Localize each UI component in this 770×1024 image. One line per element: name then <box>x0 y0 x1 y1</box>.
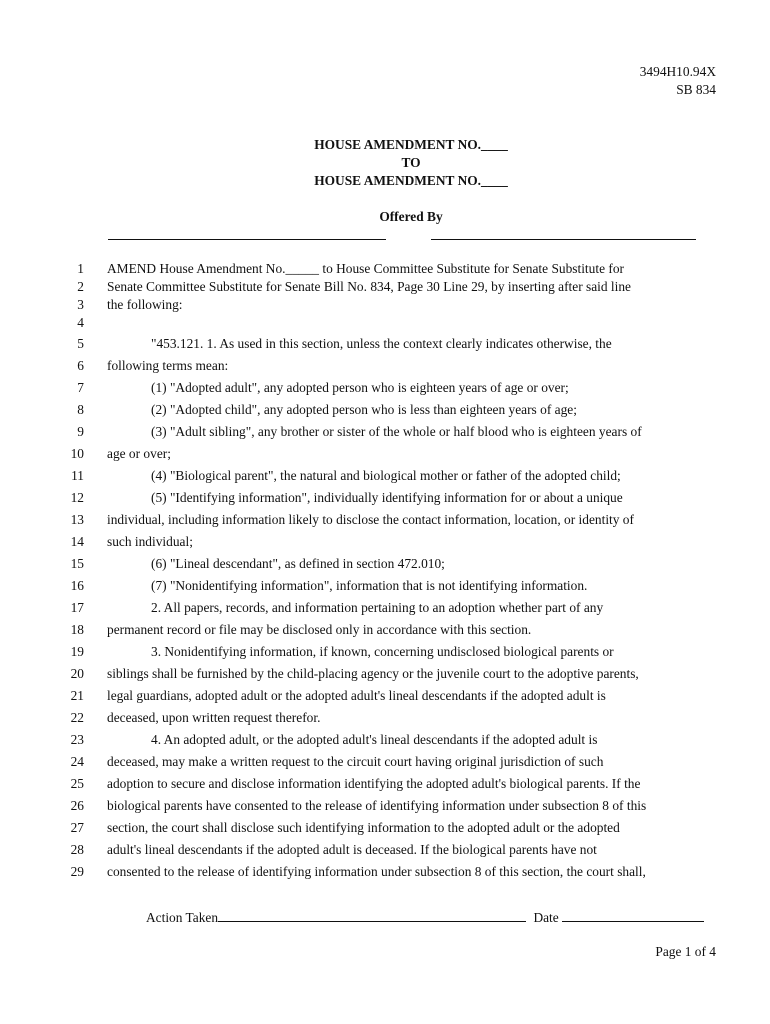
line-text: (1) "Adopted adult", any adopted person who is eighteen years of age or over; <box>151 380 569 395</box>
line-number: 7 <box>77 380 84 395</box>
line-text: permanent record or file may be disclosed only in accordance with this section. <box>107 622 532 637</box>
line-number: 2 <box>77 279 84 294</box>
line-text: following terms mean: <box>107 358 229 373</box>
line-text: Senate Committee Substitute for Senate Bill No. 834, Page 30 Line 29, by inserting after said line <box>107 279 632 294</box>
line-text: (2) "Adopted child", any adopted person who is less than eighteen years of age; <box>151 402 577 417</box>
line-number: 20 <box>70 666 84 681</box>
amendment-title-line-3: HOUSE AMENDMENT NO.____ <box>314 173 508 188</box>
line-text: AMEND House Amendment No._____ to House Committee Substitute for Senate Substitute for <box>107 261 624 276</box>
offered-by-label: Offered By <box>379 209 443 224</box>
line-number: 19 <box>70 644 84 659</box>
action-taken-row <box>146 908 704 926</box>
line-text: adult's lineal descendants if the adopted adult is deceased. If the biological parents have not <box>107 842 597 857</box>
action-taken-label: Action Taken <box>146 910 219 925</box>
line-number: 11 <box>71 468 84 483</box>
line-number: 16 <box>70 578 84 593</box>
line-text: siblings shall be furnished by the child-placing agency or the juvenile court to the adoptive parents, <box>107 666 639 681</box>
line-number: 13 <box>70 512 84 527</box>
line-text: deceased, upon written request therefor. <box>107 710 321 725</box>
line-text: (6) "Lineal descendant", as defined in section 472.010; <box>151 556 445 571</box>
line-number: 28 <box>70 842 84 857</box>
line-number: 10 <box>70 446 84 461</box>
line-number: 23 <box>70 732 84 747</box>
line-text: the following: <box>107 297 183 312</box>
line-number: 4 <box>77 315 84 330</box>
line-text: age or over; <box>107 446 171 461</box>
line-text: deceased, may make a written request to the circuit court having original jurisdiction of such <box>107 754 604 769</box>
line-number: 9 <box>77 424 84 439</box>
line-text: (5) "Identifying information", individually identifying information for or about a unique <box>151 490 623 505</box>
header-bill-number: SB 834 <box>676 82 716 97</box>
date-label: Date <box>533 910 559 925</box>
line-text: individual, including information likely to disclose the contact information, location, or identity of <box>107 512 634 527</box>
offered-by-signature-line-left <box>108 239 386 240</box>
line-text: 4. An adopted adult, or the adopted adult's lineal descendants if the adopted adult is <box>151 732 598 747</box>
line-text: biological parents have consented to the release of identifying information under subsection 8 of this <box>107 798 647 813</box>
line-number: 17 <box>70 600 84 615</box>
line-number: 24 <box>70 754 84 769</box>
line-number: 14 <box>70 534 84 549</box>
line-number: 12 <box>70 490 84 505</box>
line-number: 5 <box>77 336 84 351</box>
line-number: 8 <box>77 402 84 417</box>
line-text: such individual; <box>107 534 193 549</box>
line-text: section, the court shall disclose such identifying information to the adopted adult or the adopted <box>107 820 620 835</box>
line-number: 26 <box>70 798 84 813</box>
action-taken-field[interactable] <box>218 908 526 922</box>
line-text: adoption to secure and disclose information identifying the adopted adult's biological parents. If the <box>107 776 641 791</box>
line-text: (4) "Biological parent", the natural and biological mother or father of the adopted child; <box>151 468 621 483</box>
header-doc-id: 3494H10.94X <box>639 64 716 79</box>
line-text: legal guardians, adopted adult or the adopted adult's lineal descendants if the adopted adult is <box>107 688 606 703</box>
line-text: 2. All papers, records, and information pertaining to an adoption whether part of any <box>151 600 604 615</box>
line-text: (3) "Adult sibling", any brother or sister of the whole or half blood who is eighteen years of <box>151 424 642 439</box>
line-number: 15 <box>70 556 84 571</box>
line-number: 29 <box>70 864 84 879</box>
amendment-title-line-2: TO <box>401 155 421 170</box>
line-number: 3 <box>77 297 84 312</box>
amendment-title-line-1: HOUSE AMENDMENT NO.____ <box>314 137 508 152</box>
line-text: 3. Nonidentifying information, if known, concerning undisclosed biological parents or <box>151 644 614 659</box>
line-text: consented to the release of identifying information under subsection 8 of this section, the court shall, <box>107 864 646 879</box>
line-number: 1 <box>77 261 84 276</box>
line-number: 27 <box>70 820 84 835</box>
line-number: 18 <box>70 622 84 637</box>
line-number: 21 <box>70 688 84 703</box>
line-number: 6 <box>77 358 84 373</box>
line-text: (7) "Nonidentifying information", information that is not identifying information. <box>151 578 588 593</box>
line-number: 22 <box>70 710 84 725</box>
line-number: 25 <box>70 776 84 791</box>
date-field[interactable] <box>562 908 704 922</box>
page-number: Page 1 of 4 <box>655 944 716 959</box>
line-text: "453.121. 1. As used in this section, unless the context clearly indicates otherwise, the <box>151 336 612 351</box>
offered-by-signature-line-right <box>431 239 696 240</box>
